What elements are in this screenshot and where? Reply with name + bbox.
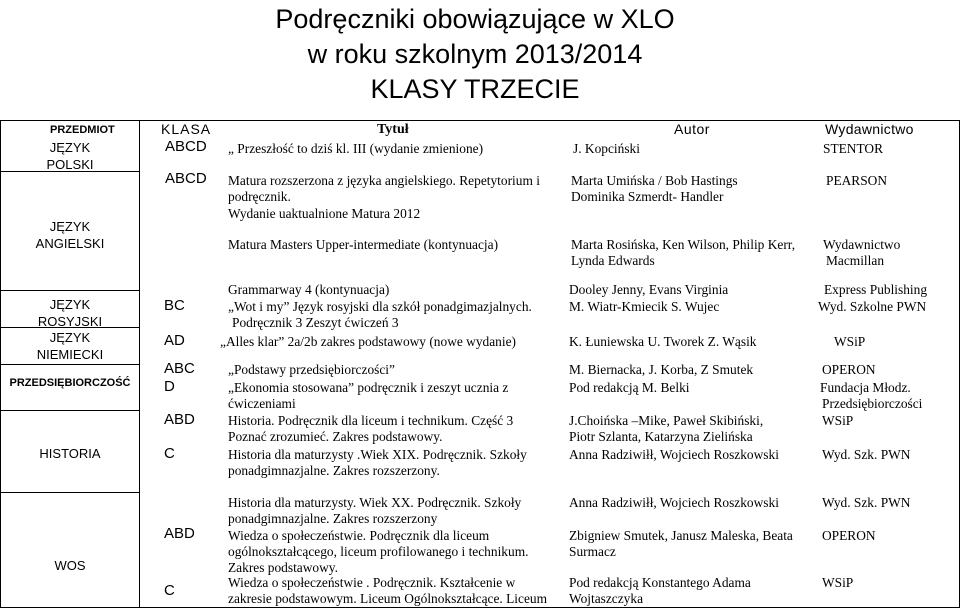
- subject-label: ROSYJSKI: [37, 314, 103, 329]
- row-his2-klasa: C: [164, 445, 175, 462]
- row-ang2-autor-1: Marta Rosińska, Ken Wilson, Philip Kerr,: [571, 237, 796, 252]
- subject-label: NIEMIECKI: [36, 347, 104, 362]
- row-ang2-wyd-2: Macmillan: [826, 253, 885, 268]
- row-ang1-tytul-1: Matura rozszerzona z języka angielskiego. Repetytorium i: [228, 173, 540, 188]
- row-wos3-tytul-2: zakresie podstawowym. Liceum Ogólnokształcące. Liceum: [228, 591, 548, 606]
- subject-label: JĘZYK: [49, 140, 91, 155]
- row-his1-klasa: ABD: [164, 411, 195, 428]
- subject-angielski: [0, 218, 140, 252]
- row-wos2-klasa: ABD: [164, 525, 195, 542]
- row-ang2-autor-2: Lynda Edwards: [571, 253, 655, 268]
- subject-divider: [0, 364, 140, 365]
- row-ros-wyd: Wyd. Szkolne PWN: [818, 299, 927, 314]
- row-wos1-wyd: Wyd. Szk. PWN: [822, 495, 911, 510]
- subject-przedsiebiorczosc: PRZEDSIĘBIORCZOŚĆ: [9, 377, 131, 389]
- subject-label: POLSKI: [46, 157, 94, 172]
- row-ros-tytul-2: Podręcznik 3 Zeszyt ćwiczeń 3: [232, 315, 399, 330]
- row-his1-autor-2: Piotr Szlanta, Katarzyna Zielińska: [569, 429, 753, 444]
- row-ros-autor: M. Wiatr-Kmiecik S. Wujec: [569, 299, 720, 314]
- subject-polski: [0, 139, 140, 173]
- subject-divider: [0, 492, 140, 493]
- row-wos2-tytul-1: Wiedza o społeczeństwie. Podręcznik dla liceum: [228, 528, 490, 543]
- row-wos3-tytul-1: Wiedza o społeczeństwie . Podręcznik. Kształcenie w: [228, 575, 516, 590]
- row-wos1-tytul-2: ponadgimnazjalne. Zakres rozszerzony: [228, 511, 438, 526]
- row-ros-tytul-1: „Wot i my” Język rosyjski dla szkół ponadgimazjalnych.: [228, 299, 532, 314]
- row-wos1-tytul-1: Historia dla maturzysty. Wiek XX. Podręcznik. Szkoły: [228, 495, 522, 510]
- row-polski-autor: J. Kopciński: [573, 141, 640, 156]
- row-ang3-tytul: Grammarway 4 (kontynuacja): [228, 282, 390, 297]
- row-prz2-wyd-2: Przedsiębiorczości: [822, 396, 923, 411]
- row-his1-wyd: WSiP: [822, 413, 854, 428]
- header-tytul: Tytuł: [377, 122, 409, 137]
- subject-niemiecki: [0, 329, 140, 363]
- subject-historia: HISTORIA: [39, 446, 101, 461]
- row-wos3-autor-2: Wojtaszczyka: [569, 591, 644, 606]
- row-his2-tytul-1: Historia dla maturzysty .Wiek XIX. Podręcznik. Szkoły: [228, 447, 527, 462]
- subject-rosyjski: [0, 296, 140, 330]
- row-prz2-autor: Pod redakcją M. Belki: [569, 380, 690, 395]
- row-prz2-wyd-1: Fundacja Młodz.: [820, 380, 911, 395]
- row-prz1-tytul: „Podstawy przedsiębiorczości”: [228, 362, 395, 377]
- row-wos2-tytul-3: Zakres podstawowy.: [228, 560, 338, 575]
- table-top-border: [0, 120, 960, 121]
- row-ang1-wyd: PEARSON: [826, 173, 888, 188]
- subject-divider: [0, 410, 140, 411]
- row-his1-tytul-2: Poznać zrozumieć. Zakres podstawowy.: [228, 429, 443, 444]
- row-ang2-wyd-1: Wydawnictwo: [823, 237, 901, 252]
- row-his2-autor: Anna Radziwiłł, Wojciech Roszkowski: [569, 447, 779, 462]
- row-ros-klasa: BC: [164, 297, 185, 314]
- row-niem-autor: K. Łuniewska U. Tworek Z. Wąsik: [569, 334, 757, 349]
- row-prz2-klasa: D: [164, 378, 175, 395]
- title-line-1: Podręczniki obowiązujące w XLO: [275, 4, 675, 34]
- row-ang1-tytul-2: podręcznik.: [228, 189, 291, 204]
- row-wos2-autor-2: Surmacz: [569, 544, 616, 559]
- row-polski-klasa: ABCD: [165, 138, 207, 155]
- row-niem-wyd: WSiP: [834, 334, 866, 349]
- row-wos2-tytul-2: ogólnokształcącego, liceum profilowanego i technikum.: [228, 544, 529, 559]
- header-subject: PRZEDMIOT: [50, 124, 115, 136]
- row-prz1-wyd: OPERON: [822, 362, 876, 377]
- row-niem-tytul: „Alles klar” 2a/2b zakres podstawowy (nowe wydanie): [220, 334, 516, 349]
- row-ang1-tytul-3: Wydanie uaktualnione Matura 2012: [228, 206, 421, 221]
- header-wydawnictwo: Wydawnictwo: [825, 121, 914, 137]
- row-prz1-klasa: ABC: [164, 360, 195, 377]
- row-prz2-tytul-2: ćwiczeniami: [228, 396, 296, 411]
- row-wos2-wyd: OPERON: [822, 528, 876, 543]
- row-wos3-wyd: WSiP: [822, 575, 854, 590]
- row-ang3-autor: Dooley Jenny, Evans Virginia: [569, 282, 729, 297]
- subject-label: JĘZYK: [49, 297, 91, 312]
- subject-label: JĘZYK: [49, 330, 91, 345]
- subject-label: JĘZYK: [49, 219, 91, 234]
- row-wos3-autor-1: Pod redakcją Konstantego Adama: [569, 575, 751, 590]
- header-autor: Autor: [674, 121, 710, 137]
- row-prz1-autor: M. Biernacka, J. Korba, Z Smutek: [569, 362, 754, 377]
- row-ang1-autor-2: Dominika Szmerdt- Handler: [571, 189, 724, 204]
- subject-divider: [0, 290, 140, 291]
- row-ang1-autor-1: Marta Umińska / Bob Hastings: [571, 173, 738, 188]
- row-ang2-tytul: Matura Masters Upper-intermediate (kontynuacja): [228, 237, 499, 252]
- row-polski-tytul: „ Przeszłość to dziś kl. III (wydanie zmienione): [228, 141, 484, 156]
- title-line-3: KLASY TRZECIE: [370, 74, 580, 104]
- row-prz2-tytul-1: „Ekonomia stosowana” podręcznik i zeszyt ucznia z: [228, 380, 509, 395]
- row-wos3-klasa: C: [164, 582, 175, 599]
- row-niem-klasa: AD: [164, 332, 185, 349]
- row-ang3-wyd: Express Publishing: [824, 282, 928, 297]
- row-ang1-klasa: ABCD: [165, 170, 207, 187]
- page-title: [240, 2, 710, 107]
- header-klasa: KLASA: [161, 121, 212, 137]
- subject-wos: WOS: [54, 558, 86, 573]
- row-wos2-autor-1: Zbigniew Smutek, Janusz Maleska, Beata: [569, 528, 793, 543]
- row-his2-tytul-2: ponadgimnazjalne. Zakres rozszerzony.: [228, 463, 440, 478]
- row-his1-autor-1: J.Choińska –Mike, Paweł Skibiński,: [569, 413, 764, 428]
- subject-label: ANGIELSKI: [35, 236, 105, 251]
- row-polski-wyd: STENTOR: [823, 141, 884, 156]
- row-wos1-autor: Anna Radziwiłł, Wojciech Roszkowski: [569, 495, 779, 510]
- row-his1-tytul-1: Historia. Podręcznik dla liceum i technikum. Część 3: [228, 413, 514, 428]
- title-line-2: w roku szkolnym 2013/2014: [307, 39, 643, 69]
- row-his2-wyd: Wyd. Szk. PWN: [822, 447, 911, 462]
